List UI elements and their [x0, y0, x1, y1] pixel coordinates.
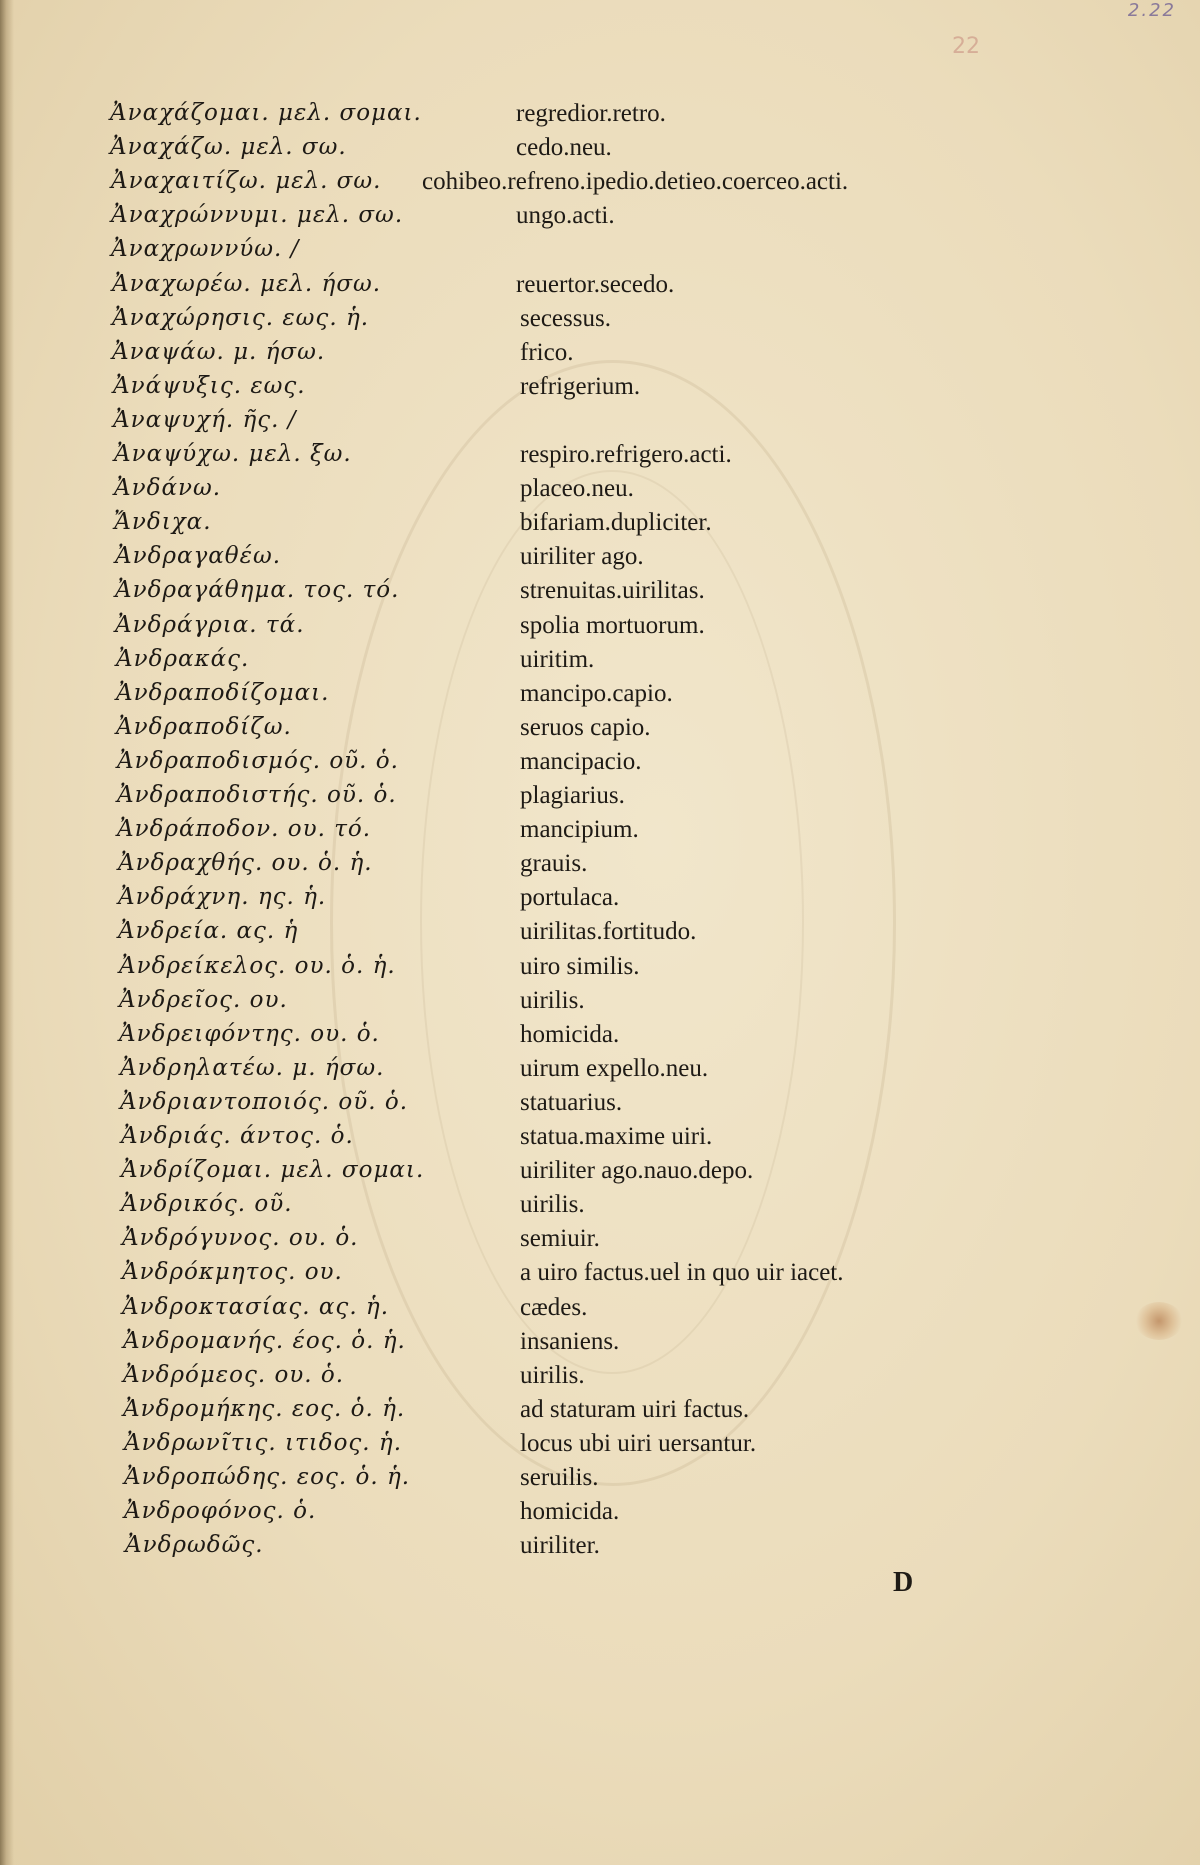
latin-gloss: spolia mortuorum. — [520, 612, 705, 639]
entry-row — [0, 987, 1200, 1021]
entry-row — [0, 612, 1200, 646]
folio-number: 2.22 — [1127, 0, 1176, 21]
entry-row — [0, 1225, 1200, 1259]
greek-headword: Ἀναψύχω. μελ. ξω. — [114, 441, 352, 467]
entry-row — [0, 100, 1200, 134]
entry-row — [0, 1089, 1200, 1123]
latin-gloss: secessus. — [520, 305, 611, 332]
greek-headword: Ἀνδρόκμητος. ου. — [122, 1259, 343, 1285]
entry-row — [0, 1532, 1200, 1566]
latin-gloss: mancipo.capio. — [520, 680, 673, 707]
greek-headword: Ἀνδρηλατέω. μ. ήσω. — [120, 1055, 385, 1081]
entry-row — [0, 1396, 1200, 1430]
entry-row — [0, 714, 1200, 748]
entry-row — [0, 1259, 1200, 1293]
latin-gloss: a uiro factus.uel in quo uir iacet. — [520, 1259, 844, 1286]
greek-headword: Ἀνδρείκελος. ου. ὁ. ἡ. — [119, 953, 396, 979]
entry-row — [0, 134, 1200, 168]
entry-row — [0, 271, 1200, 305]
entry-row — [0, 168, 1200, 202]
greek-headword: Ἀνδρεία. ας. ἡ — [118, 918, 299, 944]
folio-mark: 22 — [952, 34, 980, 59]
greek-headword: Ἀνδριάς. άντος. ὁ. — [121, 1123, 354, 1149]
latin-gloss: homicida. — [520, 1498, 620, 1525]
latin-gloss: uirilitas.fortitudo. — [520, 918, 697, 945]
greek-headword: Ἀναχρώννυμι. μελ. σω. — [111, 202, 404, 228]
entry-row — [0, 1294, 1200, 1328]
entry-row — [0, 1464, 1200, 1498]
latin-gloss: statua.maxime uiri. — [520, 1123, 713, 1150]
entry-row — [0, 441, 1200, 475]
latin-gloss: plagiarius. — [520, 782, 625, 809]
entry-row — [0, 884, 1200, 918]
greek-headword: Ἀνδραχθής. ου. ὁ. ἡ. — [118, 850, 373, 876]
latin-gloss: insaniens. — [520, 1328, 620, 1355]
entry-row — [0, 1157, 1200, 1191]
entry-row — [0, 305, 1200, 339]
greek-headword: Ἀνδρόμεος. ου. ὁ. — [123, 1362, 345, 1388]
entry-row — [0, 680, 1200, 714]
greek-headword: Ἀναχάζομαι. μελ. σομαι. — [110, 100, 422, 126]
greek-headword: Ἀνδρεῖος. ου. — [119, 987, 288, 1013]
latin-gloss: portulaca. — [520, 884, 620, 911]
greek-headword: Ἀνδράποδον. ου. τό. — [117, 816, 372, 842]
latin-gloss: seruilis. — [520, 1464, 599, 1491]
entry-row — [0, 373, 1200, 407]
entry-row — [0, 407, 1200, 441]
greek-headword: Ἀνδροπώδης. εος. ὁ. ἡ. — [124, 1464, 411, 1490]
entry-row — [0, 1328, 1200, 1362]
latin-gloss: uiriliter. — [520, 1532, 600, 1559]
greek-headword: Ἀνδροφόνος. ὁ. — [124, 1498, 317, 1524]
entry-row — [0, 475, 1200, 509]
entry-row — [0, 1498, 1200, 1532]
latin-gloss: uirilis. — [520, 1362, 585, 1389]
entry-row — [0, 646, 1200, 680]
greek-headword: Ἀναχάζω. μελ. σω. — [110, 134, 347, 160]
latin-gloss: ungo.acti. — [516, 202, 615, 229]
entry-row — [0, 1191, 1200, 1225]
greek-headword: Ἀνδριαντοποιός. οῦ. ὁ. — [120, 1089, 409, 1115]
entry-row — [0, 1362, 1200, 1396]
latin-gloss: uiritim. — [520, 646, 595, 673]
latin-gloss: grauis. — [520, 850, 588, 877]
entry-row — [0, 236, 1200, 270]
latin-gloss: ad staturam uiri factus. — [520, 1396, 750, 1423]
latin-gloss: statuarius. — [520, 1089, 623, 1116]
greek-headword: Ἀνδρομανής. έος. ὁ. ἡ. — [123, 1328, 406, 1354]
latin-gloss: uiro similis. — [520, 953, 640, 980]
latin-gloss: locus ubi uiri uersantur. — [520, 1430, 757, 1457]
greek-headword: Ἀνδροκτασίας. ας. ἡ. — [122, 1294, 390, 1320]
latin-gloss: uirilis. — [520, 987, 585, 1014]
latin-gloss: homicida. — [520, 1021, 620, 1048]
latin-gloss: respiro.refrigero.acti. — [520, 441, 732, 468]
greek-headword: Ἀνδραποδιστής. οῦ. ὁ. — [117, 782, 397, 808]
entry-row — [0, 339, 1200, 373]
latin-gloss: reuertor.secedo. — [516, 271, 675, 298]
greek-headword: Ἀνάψυξις. εως. — [113, 373, 306, 399]
entry-row — [0, 1021, 1200, 1055]
entry-row — [0, 816, 1200, 850]
greek-headword: Ἀνδρωνῖτις. ιτιδος. ἡ. — [124, 1430, 403, 1456]
entry-row — [0, 918, 1200, 952]
greek-headword: Ἀνδραποδίζω. — [116, 714, 292, 740]
latin-gloss: uiriliter ago. — [520, 543, 644, 570]
greek-headword: Ἀνδραποδίζομαι. — [116, 680, 330, 706]
latin-gloss: regredior.retro. — [516, 100, 666, 127]
latin-gloss: cædes. — [520, 1294, 588, 1321]
entry-row — [0, 202, 1200, 236]
greek-headword: Ἀνδράγρια. τά. — [115, 612, 305, 638]
latin-gloss: mancipium. — [520, 816, 639, 843]
greek-headword: Ἀνδάνω. — [114, 475, 222, 501]
greek-headword: Ἀναχωρέω. μελ. ήσω. — [112, 271, 382, 297]
greek-headword: Ἀνδρωδῶς. — [125, 1532, 264, 1558]
greek-headword: Ἀνδράχνη. ης. ἡ. — [118, 884, 327, 910]
latin-gloss: refrigerium. — [520, 373, 641, 400]
latin-gloss: cedo.neu. — [516, 134, 612, 161]
latin-gloss: placeo.neu. — [520, 475, 634, 502]
latin-gloss: mancipacio. — [520, 748, 642, 775]
latin-gloss: uiriliter ago.nauo.depo. — [520, 1157, 754, 1184]
latin-gloss: frico. — [520, 339, 574, 366]
greek-headword: Ἀνδρίζομαι. μελ. σομαι. — [121, 1157, 425, 1183]
greek-headword: Ἀνδρικός. οῦ. — [121, 1191, 293, 1217]
greek-headword: Ἀνδρομήκης. εος. ὁ. ἡ. — [123, 1396, 406, 1422]
greek-headword: Ἀναχρωννύω. / — [111, 236, 300, 262]
latin-gloss: uirilis. — [520, 1191, 585, 1218]
entry-row — [0, 748, 1200, 782]
greek-headword: Ἀναχαιτίζω. μελ. σω. — [111, 168, 382, 194]
signature-mark: D — [893, 1567, 914, 1598]
greek-headword: Ἀνδραγαθέω. — [115, 543, 282, 569]
greek-headword: Ἀναψάω. μ. ήσω. — [112, 339, 326, 365]
latin-gloss: seruos capio. — [520, 714, 651, 741]
greek-headword: Ἄνδιχα. — [114, 509, 212, 535]
latin-gloss: bifariam.dupliciter. — [520, 509, 712, 536]
entry-row — [0, 509, 1200, 543]
entry-row — [0, 782, 1200, 816]
entry-row — [0, 1055, 1200, 1089]
entry-row — [0, 1430, 1200, 1464]
latin-gloss: uirum expello.neu. — [520, 1055, 709, 1082]
greek-headword: Ἀνδραποδισμός. οῦ. ὁ. — [117, 748, 399, 774]
greek-headword: Ἀνδρόγυνος. ου. ὁ. — [122, 1225, 359, 1251]
greek-headword: Ἀνδρειφόντης. ου. ὁ. — [119, 1021, 380, 1047]
greek-headword: Ἀναψυχή. ῆς. / — [113, 407, 297, 433]
greek-headword: Ἀνδραγάθημα. τος. τό. — [115, 577, 400, 603]
latin-gloss: strenuitas.uirilitas. — [520, 577, 705, 604]
latin-gloss: cohibeo.refreno.ipedio.detieo.coerceo.acti. — [422, 168, 849, 195]
entry-row — [0, 850, 1200, 884]
greek-headword: Ἀνδρακάς. — [116, 646, 250, 672]
greek-headword: Ἀναχώρησις. εως. ἡ. — [112, 305, 370, 331]
entry-row — [0, 1123, 1200, 1157]
latin-gloss: semiuir. — [520, 1225, 600, 1252]
entry-row — [0, 543, 1200, 577]
entry-row — [0, 577, 1200, 611]
entry-row — [0, 953, 1200, 987]
